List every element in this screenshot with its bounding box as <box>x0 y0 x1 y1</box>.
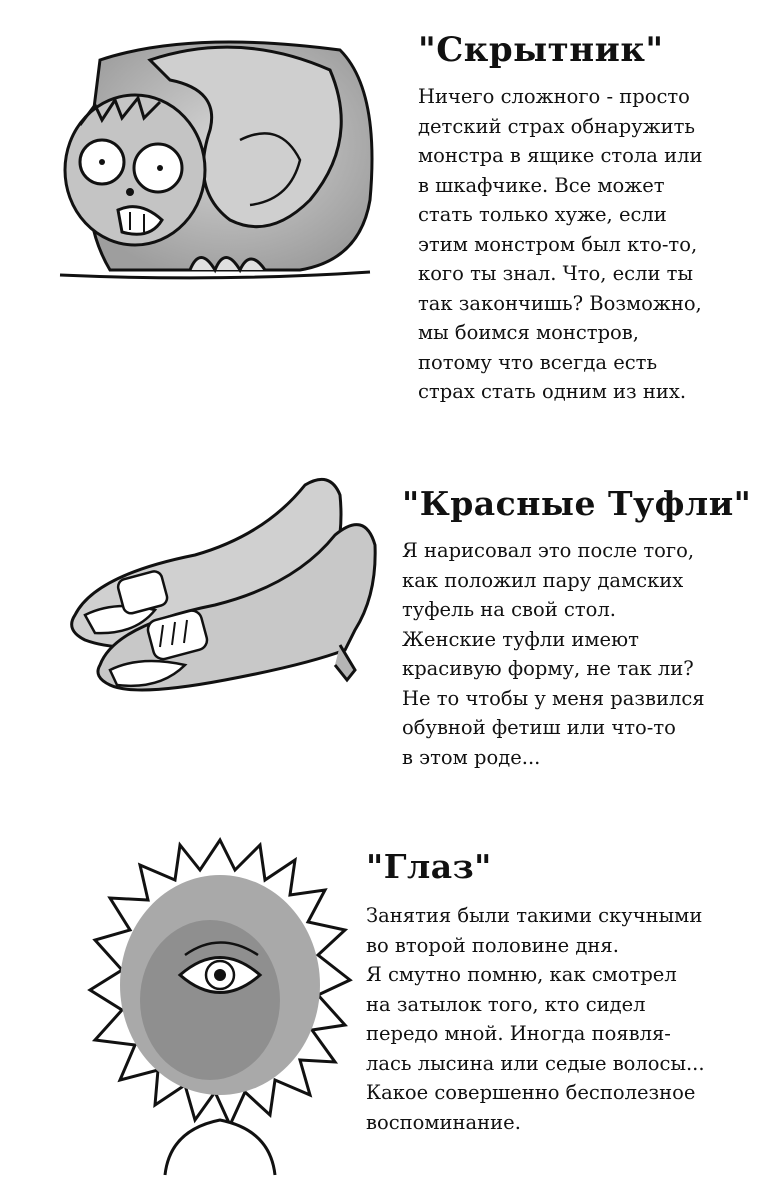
text-line: в шкафчике. Все может <box>418 173 665 197</box>
text-line: как положил пару дамских <box>402 568 684 592</box>
section-title: "Глаз" <box>366 847 492 886</box>
hider-illustration <box>40 20 400 320</box>
text-line: передо мной. Иногда появля- <box>366 1022 671 1045</box>
section-eye <box>0 810 778 1200</box>
text-line: лась лысина или седые волосы... <box>366 1051 705 1075</box>
text-line: кого ты знал. Что, если ты <box>418 262 693 285</box>
text-line: так закончишь? Возможно, <box>418 291 702 315</box>
text-line: туфель на свой стол. <box>402 598 616 621</box>
text-line: потому что всегда есть <box>418 350 658 374</box>
section-hider <box>0 0 778 420</box>
text-line: стать только хуже, если <box>418 203 667 226</box>
text-line: Какое совершенно бесполезное <box>366 1081 696 1104</box>
text-line: Ничего сложного - просто <box>418 85 690 108</box>
hider-text <box>418 28 763 407</box>
text-line: детский страх обнаружить <box>418 114 696 138</box>
text-line: в этом роде... <box>402 745 541 769</box>
text-line: во второй половине дня. <box>366 933 619 957</box>
text-line: Не то чтобы у меня развился <box>402 686 705 710</box>
text-line: на затылок того, кто сидел <box>366 992 646 1016</box>
text-line: Женские туфли имеют <box>402 627 639 651</box>
text-line: мы боимся монстров, <box>418 321 639 344</box>
text-line: Занятия были такими скучными <box>366 904 703 927</box>
text-line: обувной фетиш или что-то <box>402 716 676 739</box>
text-line: страх стать одним из них. <box>418 380 687 403</box>
text-line: воспоминание. <box>366 1110 521 1134</box>
section-title: "Красные Туфли" <box>402 484 752 523</box>
eye-text <box>366 845 771 1137</box>
text-line: монстра в ящике стола или <box>418 144 703 167</box>
text-line: красивую форму, не так ли? <box>402 657 694 680</box>
text-line: Я смутно помню, как смотрел <box>366 963 677 986</box>
text-line: Я нарисовал это после того, <box>402 539 695 562</box>
section-red-shoes <box>0 440 778 800</box>
section-title: "Скрытник" <box>418 30 664 70</box>
eye-illustration <box>80 830 360 1180</box>
text-line: этим монстром был кто-то, <box>418 232 698 256</box>
red-shoes-text <box>402 482 772 772</box>
shoes-illustration <box>55 465 405 705</box>
